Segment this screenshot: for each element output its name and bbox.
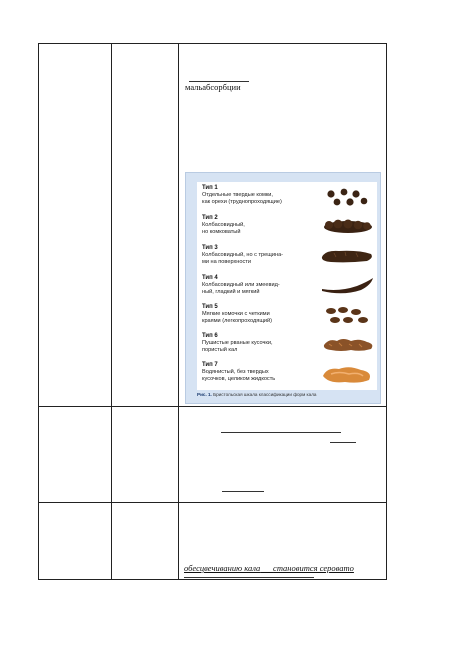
stool-type-5 bbox=[202, 304, 314, 325]
row3-underline bbox=[184, 577, 314, 578]
cell-text-malabsorption: мальабсорбции bbox=[185, 82, 241, 92]
table-border-right bbox=[386, 43, 387, 580]
stool-type-3 bbox=[202, 245, 314, 266]
type-6-desc-line-1: Пушистые рваные кусочки, bbox=[202, 340, 273, 346]
stool-type-2 bbox=[202, 215, 314, 236]
type-6-title: Тип 6 bbox=[202, 333, 218, 339]
type-6-desc-line-2: пористый кал bbox=[202, 347, 238, 353]
type-3-stool-image bbox=[319, 248, 375, 264]
type-7-title: Тип 7 bbox=[202, 362, 218, 368]
document-table bbox=[38, 43, 387, 580]
text-decoloration-part2: становится серовато bbox=[273, 563, 354, 573]
cell-text-decoloration bbox=[184, 563, 354, 573]
type-2-desc-line-2: но комковатый bbox=[202, 229, 241, 235]
column-divider-2 bbox=[178, 43, 179, 580]
bristol-stool-chart-figure bbox=[185, 172, 381, 404]
type-4-title: Тип 4 bbox=[202, 275, 218, 281]
figure-panel bbox=[197, 182, 377, 390]
type-2-desc-line-1: Колбасовидный, bbox=[202, 222, 245, 228]
table-border-left bbox=[38, 43, 39, 580]
type-4-desc-line-1: Колбасовидный или змеевид- bbox=[202, 282, 280, 288]
text-decoloration-part1: обесцвечиванию кала bbox=[184, 563, 261, 573]
type-1-desc-line-2: как орехи (труднопроходящие) bbox=[202, 199, 282, 205]
stool-type-6 bbox=[202, 333, 314, 354]
stool-type-1 bbox=[202, 185, 314, 206]
type-7-desc-line-1: Водянистый, без твердых bbox=[202, 369, 269, 375]
type-3-title: Тип 3 bbox=[202, 245, 218, 251]
type-4-desc-line-2: ный, гладкий и мягкий bbox=[202, 289, 260, 295]
row-divider-2 bbox=[38, 502, 387, 503]
stool-type-7 bbox=[202, 362, 314, 383]
caption-label: Рис. 1. bbox=[197, 392, 212, 397]
type-5-desc-line-1: Мягкие комочки с четкими bbox=[202, 311, 270, 317]
table-border-bottom bbox=[38, 579, 387, 580]
type-5-title: Тип 5 bbox=[202, 304, 218, 310]
row2-underline-3 bbox=[222, 491, 264, 492]
type-1-stool-image bbox=[325, 188, 375, 208]
type-3-desc-line-2: ми на поверхности bbox=[202, 259, 251, 265]
row-divider-1 bbox=[38, 406, 387, 407]
type-2-title: Тип 2 bbox=[202, 215, 218, 221]
table-border-top bbox=[38, 43, 387, 44]
figure-caption bbox=[197, 392, 316, 397]
type-3-desc-line-1: Колбасовидный, но с трещина- bbox=[202, 252, 284, 258]
row2-underline-2 bbox=[330, 442, 356, 443]
type-6-stool-image bbox=[321, 335, 375, 353]
type-7-desc-line-2: кусочков, целиком жидкость bbox=[202, 376, 276, 382]
type-7-stool-image bbox=[319, 362, 375, 386]
type-5-desc-line-2: краями (легкопроходящий) bbox=[202, 318, 273, 324]
stool-type-4 bbox=[202, 275, 314, 296]
type-1-title: Тип 1 bbox=[202, 185, 218, 191]
type-4-stool-image bbox=[319, 276, 375, 294]
type-1-desc-line-1: Отдельные твердые комки, bbox=[202, 192, 273, 198]
type-5-stool-image bbox=[323, 306, 375, 326]
column-divider-1 bbox=[111, 43, 112, 580]
type-2-stool-image bbox=[321, 219, 375, 235]
caption-text: Бристольская шкала классификации форм кала bbox=[213, 392, 317, 397]
row2-underline-1 bbox=[221, 432, 341, 433]
